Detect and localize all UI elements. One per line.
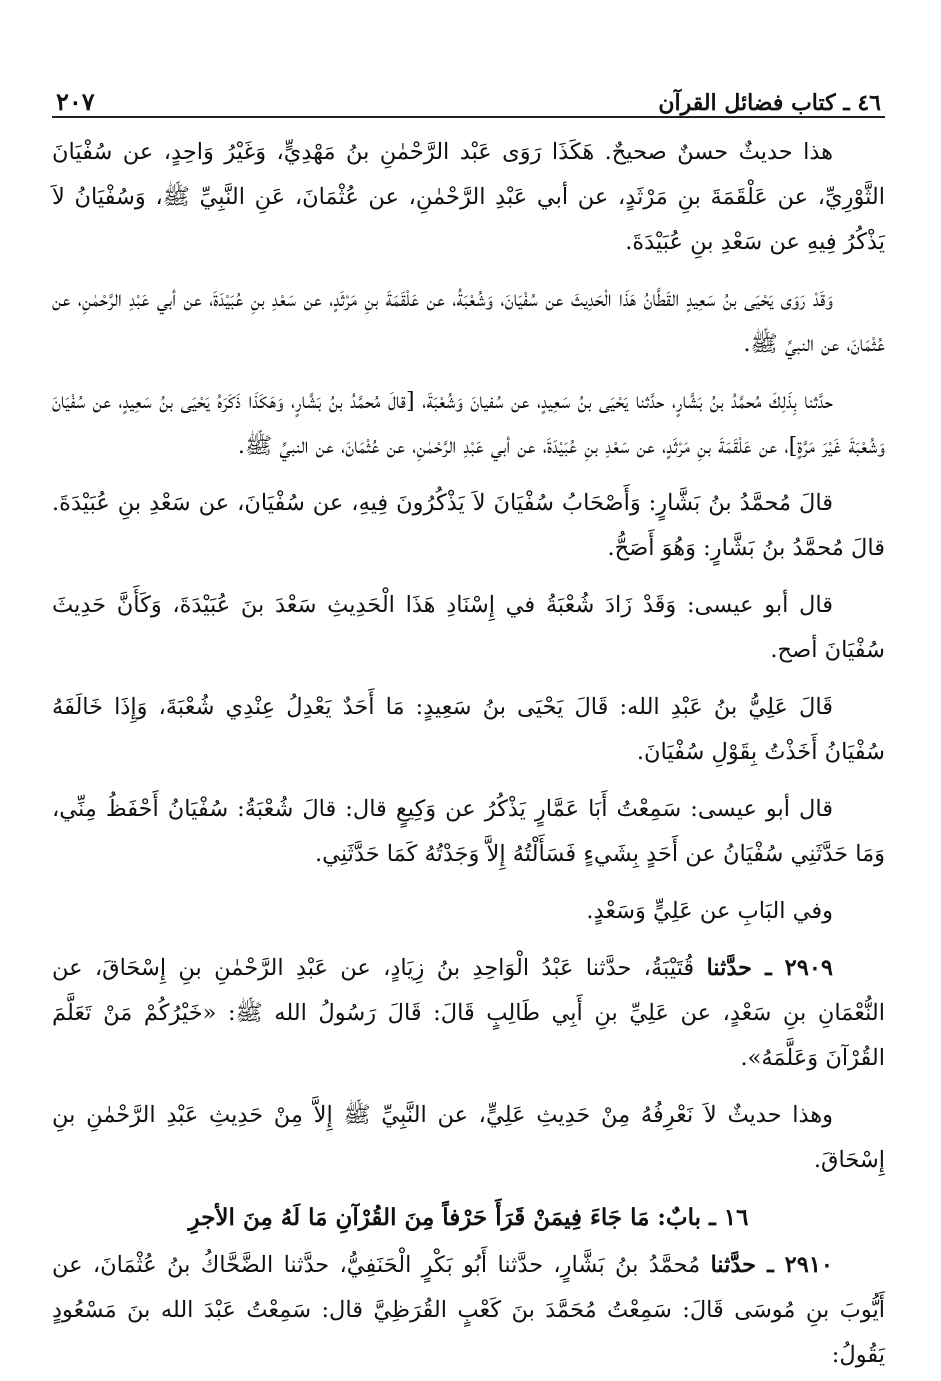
paragraph [52, 277, 885, 367]
chapter-heading: ١٦ ـ بابٌ: مَا جَاءَ فِيمَنْ قَرَأَ حَرْفاً مِنَ القُرْآنِ مَا لَهُ مِنَ الأجرِ [188, 1204, 749, 1231]
paragraph [52, 787, 885, 877]
paragraph-text: قال أبو عيسى: سَمِعْتُ أَبَا عَمَّارٍ يَذْكُرُ عن وَكِيعٍ قال: قالَ شُعْبَةُ: سُفْيَانُ أَحْفَظُ مِنِّي، وَمَا حَدَّثَنِي سُفْيَانُ عن أَحَدٍ بِشَيءٍ فَسَأَلْتُهُ إِلاَّ وَجَدْتُهُ كَمَا حَدَّثَنِي. [52, 796, 885, 867]
paragraph-text: قُتَيْبَةُ، حدَّثنا عَبْدُ الْوَاحِدِ بنُ زِيَادٍ، عن عَبْدِ الرَّحْمٰنِ بنِ إِسْحَاقَ، عن النُّعْمَانِ بنِ سَعْدٍ، عن عَلِيِّ بنِ أَبِي طَالِبٍ قَالَ: قَالَ رَسُولُ الله ﷺ: «خَيْرُكُمْ مَنْ تَعَلَّمَ القُرْآنَ وَعَلَّمَهُ». [52, 955, 885, 1071]
paragraph [52, 583, 885, 673]
hadith-number-lead: ٢٩٠٩ ـ حدَّثنا [706, 955, 833, 981]
page-number: ٢٠٧ [56, 87, 95, 116]
paragraph-text: قَالَ عَلِيُّ بنُ عَبْدِ الله: قَالَ يَحْيَى بنُ سَعِيدٍ: مَا أَحَدٌ يَعْدِلُ عِنْدِي شُعْبَةَ، وَإِذَا خَالَفَهُ سُفْيَانُ أَخَذْتُ بِقَوْلِ سُفْيَانَ. [52, 694, 885, 765]
hadith-2909 [52, 946, 885, 1081]
paragraph [52, 685, 885, 775]
hadith-number-lead: ٢٩١٠ ـ حدَّثنا [710, 1252, 833, 1278]
paragraph-text: حدَّثنا بِذَلِكَ مُحمَّدُ بنُ بَشَّارٍ، حدَّثنا يَحْيَى بنُ سَعِيدٍ، عن سُفيانَ وَشُعْبَةَ، [قالَ مُحمَّدُ بنُ بَشَّارٍ، وَهَكَذَا ذَكَرَهُ يَحْيَى بنُ سَعِيدٍ، عن سُفْيَانَ وَشُعْبَةَ غَيْرَ مَرَّةٍ]، عن عَلْقَمَةَ بنِ مَرْثَدٍ، عن سَعْدِ بنِ عُبَيْدَةَ، عن أبي عَبْدِ الرَّحْمٰنِ، عن عُثْمَانَ، عن النبيِّ ﷺ. [52, 388, 885, 459]
paragraph [52, 889, 885, 934]
paragraph-text: وهذا حديثٌ لاَ نَعْرِفُهُ مِنْ حَدِيثِ عَلِيٍّ، عن النَّبِيِّ ﷺ إِلاَّ مِنْ حَدِيثِ عَبْدِ الرَّحْمٰنِ بنِ إِسْحَاقَ. [52, 1102, 885, 1173]
hadith-2910 [52, 1243, 885, 1378]
paragraph-text: قال أبو عيسى: وَقَدْ زَادَ شُعْبَةُ في إِسْنَادِ هَذَا الْحَدِيثِ سَعْدَ بنَ عُبَيْدَةَ، وَكَأَنَّ حَدِيثَ سُفْيَانَ أصح. [52, 592, 885, 663]
paragraph-text: مُحمَّدُ بنُ بَشَّارٍ، حدَّثنا أَبُو بَكْرٍ الْحَنَفِيُّ، حدَّثنا الضَّحَّاكُ بنُ عُثْمَانَ، عن أَيُّوبَ بنِ مُوسَى قَالَ: سَمِعْتُ مُحَمَّدَ بنَ كَعْبٍ القُرَظِيَّ قال: سَمِعْتُ عَبْدَ الله بنَ مَسْعُودٍ يَقُولُ: [52, 1252, 885, 1368]
paragraph-text: هذا حديثٌ حسنٌ صحيحٌ. هَكَذَا رَوَى عَبْد الرَّحْمٰنِ بنُ مَهْدِيٍّ، وَغَيْرُ وَاحِدٍ، عن سُفْيَانَ الثَّوْرِيِّ، عن عَلْقَمَةَ بنِ مَرْثَدٍ، عن أبي عَبْدِ الرَّحْمٰنِ، عن عُثْمَانَ، عَنِ النَّبِيِّ ﷺ، وَسُفْيَانُ لاَ يَذْكُرُ فِيهِ عن سَعْدِ بنِ عُبَيْدَةَ. [52, 139, 885, 255]
paragraph [52, 130, 885, 265]
paragraph-text: وَقَدْ رَوَى يَحْيَى بنُ سَعِيدٍ القَطَّانُ هَذَا الْحَدِيثَ عن سُفْيَانَ، وَشُعْبَةُ، عن عَلْقَمَةَ بنِ مَرْثَدٍ، عن سَعْدِ بنِ عُبَيْدَةَ، عن أبي عَبْدِ الرَّحْمٰنِ، عن عُثْمَانَ، عن النبيِّ ﷺ. [52, 286, 885, 357]
paragraph [52, 379, 885, 469]
paragraph [52, 481, 885, 571]
paragraph-text: وفي البَابِ عن عَلِيٍّ وَسَعْدٍ. [586, 898, 833, 924]
page-header [52, 84, 885, 118]
paragraph [52, 1093, 885, 1183]
page-content [52, 130, 885, 1378]
chapter-running-title: ٤٦ ـ كتاب فضائل القرآن [658, 90, 881, 116]
paragraph-text: قالَ مُحمَّدُ بنُ بَشَّارٍ: وَأَصْحَابُ سُفْيَانَ لاَ يَذْكُرُونَ فِيهِ، عن سُفْيَانَ، عن سَعْدِ بنِ عُبَيْدَةَ. قالَ مُحمَّدُ بنُ بَشَّارٍ: وَهُوَ أَصَحُّ. [52, 490, 885, 561]
